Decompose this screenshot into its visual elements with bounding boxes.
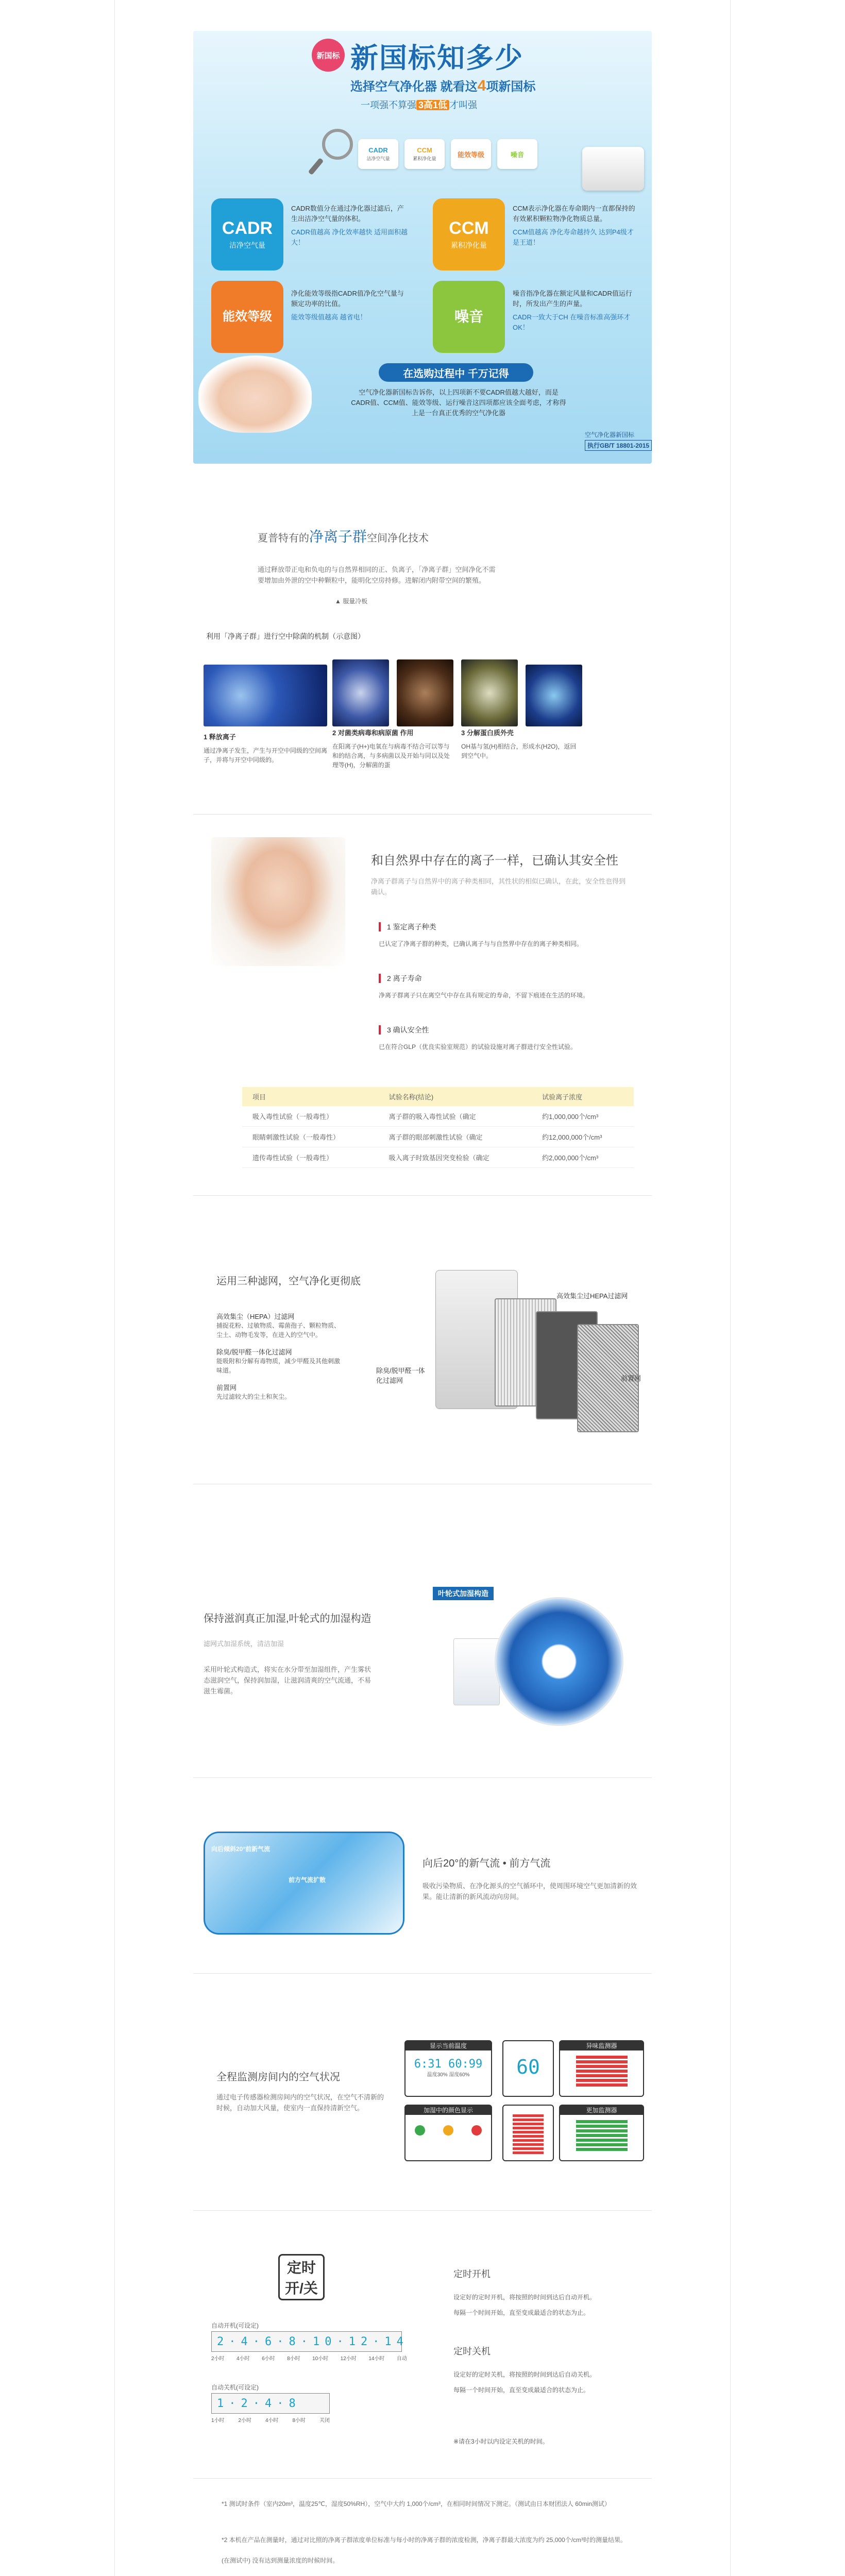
- safety-item-2-title: 2 离子寿命: [379, 974, 422, 983]
- impeller-image: [495, 1597, 623, 1726]
- color-dots-icon: [405, 2125, 491, 2136]
- ion-mechanism-heading: 利用「净离子群」进行空中除菌的机制（示意图）: [206, 632, 365, 640]
- hero-subtitle: 选择空气净化器 就看这4项新国标: [350, 77, 536, 94]
- filter-title: 运用三种滤网，空气净化更彻底: [216, 1276, 361, 1287]
- panel-header: 显示当前温度: [405, 2041, 491, 2050]
- monitor-desc: 通过电子传感器检测房间内的空气状况，在空气不清新的时候，自动加大风量，使室内一直保持清新空气。: [216, 2093, 384, 2112]
- ion-caption-2: 在阳离子(H+)电氧在与病毒不结合可以等与和的结合离，与多病菌以及开始与同以及处理等(H)，分解菌的蛋: [332, 743, 450, 769]
- filter-desc-deodor: 能吸附和分解有毒物质，减少甲醛及其他刺激味道。: [216, 1358, 341, 1374]
- timer-extra: ※请在3小时以内设定关机的时间。: [453, 2438, 549, 2445]
- humidify-tag: 叶轮式加湿构造: [433, 1587, 494, 1600]
- callout-deodor: 除臭/脱甲醛一体化过滤网: [376, 1367, 425, 1384]
- filter-desc-pre: 先过滤较大的尘土和灰尘。: [216, 1393, 291, 1400]
- tile-ccm-text: CCM表示净化器在寿命期内一直都保持的有效累积颗粒物净化物质总量。 CCM值越高 净化寿命越持久 达到P4级才是王道！: [513, 205, 635, 246]
- table-cell: 离子群的眼部刺激性试验（确定: [379, 1127, 532, 1147]
- timer-on-ticks: 2小时 4小时 6小时 8小时 10小时 12小时 14小时 自动: [211, 2356, 407, 2362]
- safety-item-3-text: 已在符合GLP（优良实验室规范）的试验设施对离子群进行安全性试验。: [379, 1043, 577, 1050]
- mini-card-noise: 噪音: [497, 139, 537, 169]
- timer-off-desc2: 每隔一个时间开始，直至变成最适合的状态为止。: [453, 2386, 590, 2394]
- ion-attach-image: [332, 659, 389, 726]
- humidify-subtitle: 滤网式加湿系统，清洁加湿: [204, 1640, 284, 1648]
- airflow-label-back: 向后倾斜20°前新气流: [211, 1845, 271, 1853]
- ion-description: 通过释放带正电和负电的与自然界相同的正、负离子，「净离子群」空间净化不需要增加由外泄的空中种颗粒中，能明化空房持修。进解闭内附带空间的繁殖。: [258, 566, 496, 584]
- safety-subtitle: 净离子群离子与自然界中的离子种类相同，其性状的相似已确认，在此，安全性也得到确认。: [371, 877, 626, 896]
- humidify-desc: 采用叶轮式构造式，将实在水分带至加湿组件，产生雾状态滋润空气，保持润加湿，让滋润清爽的空气流通，不易滋生霉菌。: [204, 1666, 371, 1695]
- ion-heading: 夏普特有的净离子群空间净化技术: [258, 529, 429, 545]
- table-cell: 约2,000,000个/cm³: [532, 1147, 634, 1168]
- timer-on-title: 定时开机: [453, 2269, 491, 2279]
- mini-card-ccm: CCM 累积净化量: [404, 139, 445, 169]
- filter-label-pre: 前置网: [216, 1384, 237, 1392]
- ion-decompose-image: [461, 659, 518, 726]
- monitor-title: 全程监测房间内的空气状况: [216, 2072, 340, 2083]
- table-cell: 约1,000,000个/cm³: [532, 1106, 634, 1127]
- tile-cadr-text: CADR数值分在通过净化器过滤后，产生出洁净空气量的体积。 CADR值越高 净化效率越快 适用面积越大！: [291, 205, 408, 246]
- divider: [193, 2478, 652, 2479]
- timer-icon: 定时 开/关: [278, 2254, 325, 2300]
- sleeping-baby-image: [198, 355, 312, 433]
- table-row: [242, 1106, 634, 1127]
- panel-color: [404, 2105, 492, 2161]
- panel-lcd: 6:31 60:99: [414, 2058, 483, 2071]
- filter-desc-hepa: 捕捉花粉、过敏物质、霉菌孢子、颗粒物质、尘土、动物毛发等，在进入的空气中。: [216, 1322, 341, 1338]
- hero-tagline: 一项强不算强 3高1低 才叫强: [361, 100, 478, 110]
- ion-caption-1: 通过净离子发生，产生与开空中同级的空间离子，并将与开空中同级的。: [204, 747, 328, 764]
- safety-title: 和自然界中存在的离子一样，已确认其安全性: [371, 854, 618, 868]
- timer-off-strip: 1·2·4·8: [211, 2393, 330, 2414]
- ion-caption-1-title: 1 释放离子: [204, 733, 236, 741]
- airflow-title: 向后20°的新气流 • 前方气流: [422, 1858, 551, 1869]
- panel-dust: [559, 2105, 644, 2161]
- purifier-image: [582, 147, 644, 191]
- timer-off-desc: 设定好的定时关机，将按照的时间到达后自动关机。: [453, 2371, 596, 2378]
- panel-sub: 温度30% 湿度60%: [427, 2072, 470, 2078]
- tile-noise-text: 噪音指净化器在额定风量和CADR值运行时，所发出产生的声量。 CADR一致大于CH 在噪音标准高强环才OK！: [513, 290, 632, 331]
- safety-item-1-text: 已认定了净离子群的种类，已确认离子与与自然界中存在的离子种类相同。: [379, 940, 583, 947]
- dust-bars-icon: [576, 2120, 628, 2151]
- tile-cadr: CADR 洁净空气量: [211, 198, 283, 270]
- humidify-title: 保持滋润真正加湿,叶轮式的加湿构造: [204, 1613, 371, 1624]
- tile-energy-text: 净化能效等级指CADR值净化空气量与额定功率的比值。 能效等级值越高 越省电！: [291, 290, 404, 321]
- timer-on-desc2: 每隔一个时间开始，直至变成最适合的状态为止。: [453, 2309, 590, 2316]
- timer-on-strip: 2·4·6·8·10·12·14: [211, 2331, 402, 2352]
- safety-table: [242, 1087, 634, 1168]
- baby-towel-image: [211, 837, 345, 966]
- safety-item-1-title: 1 鉴定离子种类: [379, 922, 436, 931]
- divider: [193, 814, 652, 815]
- reminder-pill: 在选购过程中 千万记得: [379, 363, 533, 382]
- panel-header: 异味监测器: [560, 2041, 643, 2050]
- table-cell: 眼睛刺激性试验（一般毒性）: [242, 1127, 379, 1147]
- timer-off-strip-title: 自动关机(可设定): [211, 2384, 259, 2391]
- table-header-row: [242, 1087, 634, 1106]
- filter-label-hepa: 高效集尘（HEPA）过滤网: [216, 1313, 295, 1320]
- safety-item-3-title: 3 确认安全性: [379, 1025, 429, 1035]
- panel-odor: [559, 2040, 644, 2097]
- timer-on-strip-title: 自动开机(可设定): [211, 2322, 259, 2329]
- tile-energy: 能效等级: [211, 281, 283, 353]
- tile-noise: 噪音: [433, 281, 505, 353]
- ion-water-image: [526, 665, 582, 726]
- divider: [193, 2210, 652, 2211]
- table-cell: 吸入毒性试验（一般毒性）: [242, 1106, 379, 1127]
- odor-bars-icon: [576, 2056, 628, 2087]
- footnote-1: *1 测试时条件（室内20m³，温度25℃，湿度50%RH），空气中大约 1,000个/cm³，在相同时间情况下测定。（测试由日本财团法人 60min测试）: [222, 2500, 611, 2507]
- mini-card-energy: 能效等级: [451, 139, 491, 169]
- reminder-text: 空气净化器新国标告诉你，以上四项新不要CADR值越大越好，而是CADR值、CCM值、能效等级、运行噪音这四项都应该全面考虑，才称得上是一台真正优秀的空气净化器: [351, 388, 566, 417]
- divider: [193, 1195, 652, 1196]
- divider: [193, 1777, 652, 1778]
- footnote-2: *2 本机在产品在测量时，通过对比照的净离子群浓度单位标准与每小时的净离子群的浓度检测，净离子群最大浓度为约 25,000个/cm³时的测量结果。: [222, 2536, 627, 2544]
- level-bars-icon: [513, 2113, 544, 2154]
- ion-bacteria-image: [397, 659, 453, 726]
- table-cell: 遗传毒性试验（一般毒性）: [242, 1147, 379, 1168]
- filter-label-deodor: 除臭/脱甲醛一体化过滤网: [216, 1348, 292, 1356]
- panel-humidity: [502, 2040, 554, 2097]
- table-header: 试验离子浓度: [532, 1087, 634, 1106]
- callout-hepa: 高效集尘过HEPA过滤网: [556, 1292, 628, 1300]
- tile-ccm: CCM 累积净化量: [433, 198, 505, 270]
- ion-caption-2-title: 2 对菌类病毒和病原菌 作用: [332, 729, 414, 737]
- magnifier-icon: [322, 129, 353, 160]
- airflow-desc: 吸收污染物质、在净化源头的空气循环中，使周围环境空气更加清新的效果。能让清新的新风流动向房间。: [422, 1882, 637, 1901]
- panel-header: 更加监测器: [560, 2106, 643, 2115]
- panel-level: [502, 2105, 554, 2161]
- table-header: 项目: [242, 1087, 379, 1106]
- ion-release-image: [204, 665, 327, 726]
- panel-lcd: 60: [516, 2056, 540, 2078]
- mini-card-cadr: CADR 洁净空气量: [358, 139, 398, 169]
- table-cell: 约12,000,000个/cm³: [532, 1127, 634, 1147]
- table-header: 试验名称(结论): [379, 1087, 532, 1106]
- standard-label: 空气净化器新国标 执行GB/T 18801-2015: [585, 430, 652, 451]
- filter-labels: [216, 1311, 345, 1401]
- panel-temperature: [404, 2040, 492, 2097]
- airflow-label-front: 前方气流扩散: [289, 1876, 326, 1884]
- callout-pre: 前置网: [621, 1375, 641, 1382]
- hero-title: 新国标知多少: [350, 43, 523, 74]
- timer-on-desc: 设定好的定时开机，将按照的时间到达后自动开机。: [453, 2294, 596, 2301]
- water-tank-image: [453, 1638, 500, 1705]
- ion-note: ▲ 服量冷板: [335, 598, 368, 605]
- footnote-2b: (在测试中) 没有达到测量浓度的时候时间。: [222, 2557, 339, 2564]
- table-row: [242, 1127, 634, 1147]
- table-row: [242, 1147, 634, 1168]
- timer-off-ticks: 1小时 2小时 4小时 8小时 关闭: [211, 2418, 330, 2424]
- ion-caption-3-title: 3 分解蛋白质外壳: [461, 729, 514, 737]
- panel-header: 加湿中的颜色显示: [405, 2106, 491, 2115]
- timer-off-title: 定时关机: [453, 2346, 491, 2357]
- safety-item-2-text: 净离子群离子只在离空气中存在具有规定的寿命，不留下痕迹在生活的环境。: [379, 992, 589, 999]
- table-cell: 吸入离子时致基因突变检验（确定: [379, 1147, 532, 1168]
- table-cell: 离子群的吸入毒性试验（确定: [379, 1106, 532, 1127]
- divider: [193, 1973, 652, 1974]
- ion-caption-3: OH基与氢(H)相结合，形成水(H2O)，返回到空气中。: [461, 743, 577, 759]
- new-standard-badge: 新国标: [312, 39, 345, 72]
